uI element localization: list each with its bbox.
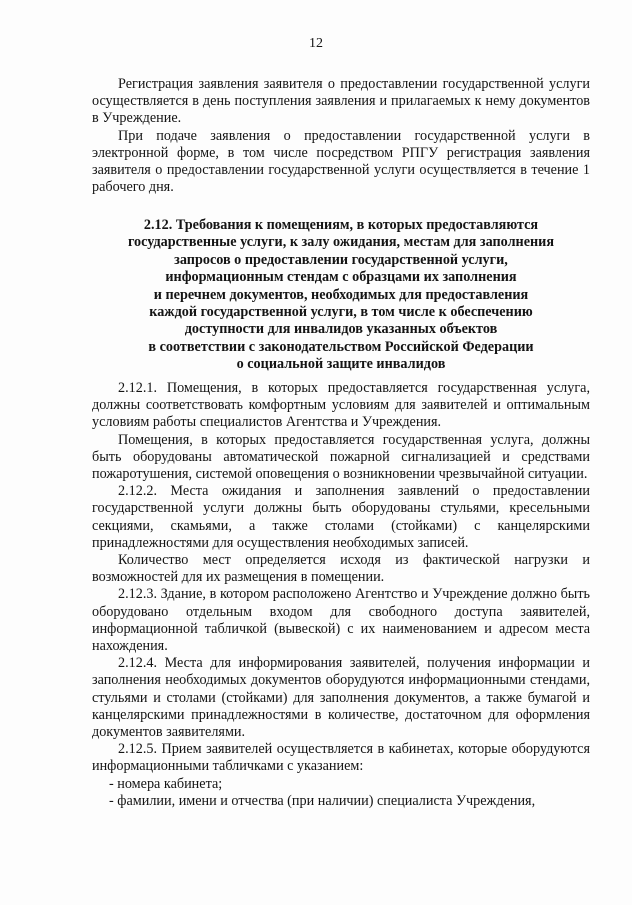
heading-line: информационным стендам с образцами их заполнения: [165, 269, 517, 286]
paragraph-2-12-4: 2.12.4. Места для информирования заявителей, получения информации и заполнения необходимых документов оборудуются информационными стендами, стульями и столами (стойками) для заполнения документов, а также бумагой и канцелярскими принадлежностями в количестве, достаточном для оформления документов заявителями.: [92, 655, 590, 741]
paragraph-registration-day: Регистрация заявления заявителя о предоставлении государственной услуги осуществляется в день поступления заявления и прилагаемых к нему документов в Учреждение.: [92, 76, 590, 127]
paragraph-2-12-1: 2.12.1. Помещения, в которых предоставляется государственная услуга, должны соответствовать комфортным условиям для заявителей и оптимальным условиям работы специалистов Агентства и Учреждения.: [92, 380, 590, 431]
heading-line: доступности для инвалидов указанных объектов: [184, 321, 498, 338]
heading-line: и перечнем документов, необходимых для предоставления: [153, 286, 529, 303]
paragraph-electronic-registration: При подаче заявления о предоставлении государственной услуги в электронной форме, в том числе посредством РПГУ регистрация заявления заявителя о предоставлении государственной услуги осуществляется в течение 1 рабочего дня.: [92, 127, 590, 196]
paragraph-2-12-5: 2.12.5. Прием заявителей осуществляется в кабинетах, которые оборудуются информационными табличками с указанием:: [92, 741, 590, 775]
heading-line: о социальной защите инвалидов: [236, 356, 446, 373]
list-item-specialist-name: - фамилии, имени и отчества (при наличии) специалиста Учреждения,: [109, 792, 536, 809]
paragraph-2-12-3: 2.12.3. Здание, в котором расположено Агентство и Учреждение должно быть оборудовано отдельным входом для свободного доступа заявителей, информационной табличкой (вывеской) с их наименованием и адресом места нахождения.: [92, 586, 590, 655]
paragraph-2-12-2: 2.12.2. Места ожидания и заполнения заявлений о предоставлении государственной услуги должны быть оборудованы стульями, кресельными секциями, скамьями, а также столами (стойками) с канцелярскими принадлежностями для осуществления необходимых записей.: [92, 483, 590, 551]
heading-line: каждой государственной услуги, в том числе к обеспечению: [149, 304, 533, 321]
heading-line: 2.12. Требования к помещениям, в которых предоставляются: [143, 217, 539, 233]
paragraph-fire-safety: Помещения, в которых предоставляется государственная услуга, должны быть оборудованы автоматической пожарной сигнализацией и средствами пожаротушения, системой оповещения о возникновении чрезвычайной ситуации.: [92, 431, 590, 483]
list-item-cabinet-number: - номера кабинета;: [109, 775, 223, 792]
page-number: 12: [309, 36, 323, 51]
heading-line: в соответствии с законодательством Российской Федерации: [148, 338, 534, 355]
intro-text: [92, 76, 590, 196]
heading-line: запросов о предоставлении государственной услуги,: [174, 251, 508, 268]
section-body: [92, 380, 590, 810]
heading-line: государственные услуги, к залу ожидания, местам для заполнения: [127, 234, 555, 251]
section-heading-2-12: [92, 217, 590, 374]
paragraph-seat-count: Количество мест определяется исходя из фактической нагрузки и возможностей для их размещения в помещении.: [92, 552, 590, 586]
